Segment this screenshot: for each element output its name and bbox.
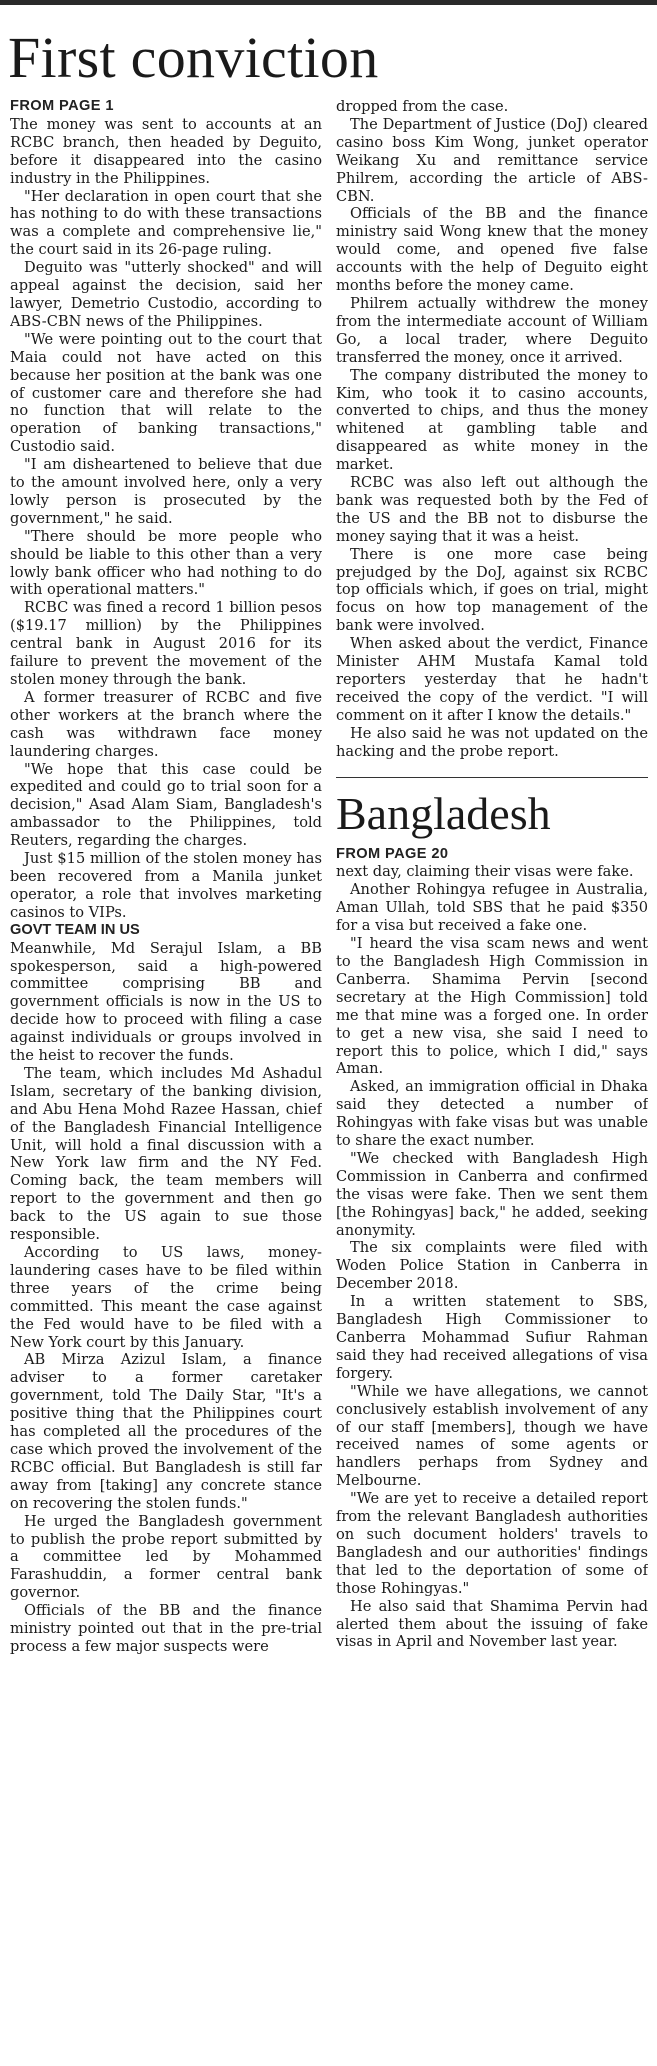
paragraph: He also said that Shamima Pervin had alerted them about the issuing of fake visas in April and November last year. [336, 1597, 648, 1651]
paragraph: Meanwhile, Md Serajul Islam, a BB spokesperson, said a high-powered committee comprising BB and government officials is now in the US to decide how to proceed with filing a case against individuals or groups involved in the heist to recover the funds. [10, 939, 322, 1065]
paragraph: Just $15 million of the stolen money has been recovered from a Manila junket operator, a role that involves marketing casinos to VIPs. [10, 850, 322, 921]
article-divider [336, 777, 648, 778]
paragraph: "Her declaration in open court that she has nothing to do with these transactions was a complete and comprehensive lie," the court said in its 26-page ruling. [10, 187, 322, 259]
paragraph: "We were pointing out to the court that Maia could not have acted on this because her position at the bank was one of customer care and therefore she had no function that will relate to the operation of banking transactions," Custodio said. [10, 330, 322, 456]
paragraph: Philrem actually withdrew the money from the intermediate account of William Go, a local trader, where Deguito transferred the money, once it arrived. [336, 294, 648, 366]
paragraph: A former treasurer of RCBC and five other workers at the branch where the cash was withdrawn face money laundering charges. [10, 688, 322, 760]
paragraph: "We hope that this case could be expedited and could go to trial soon for a decision," Asad Alam Siam, Bangladesh's ambassador to the Philippines, told Reuters, regarding the charges. [10, 760, 322, 850]
jump-from-label: FROM PAGE 1 [10, 98, 114, 114]
paragraph: RCBC was also left out although the bank was requested both by the Fed of the US and the BB not to disburse the money saying that it was a heist. [336, 474, 648, 545]
paragraph: dropped from the case. [336, 98, 509, 115]
article-headline: First conviction [8, 25, 379, 90]
right-column [336, 98, 648, 2062]
paragraph: "I heard the visa scam news and went to the Bangladesh High Commission in Canberra. Shamima Pervin [second secretary at the High Commission] told me that mine was a forged one. In order to get a new visa, she said I need to report this to police, which I did," says Aman. [336, 935, 648, 1078]
subheading: GOVT TEAM IN US [10, 921, 140, 938]
paragraph: According to US laws, money-laundering cases have to be filed within three years of the crime being committed. This meant the case against the Fed would have to be filed with a New York court by this January. [10, 1244, 322, 1351]
paragraph: He also said he was not updated on the hacking and the probe report. [336, 724, 648, 760]
paragraph: Another Rohingya refugee in Australia, Aman Ullah, told SBS that he paid $350 for a visa but received a fake one. [336, 881, 648, 935]
paragraph: The Department of Justice (DoJ) cleared casino boss Kim Wong, junket operator Weikang Xu and remittance service Philrem, according the article of ABS-CBN. [336, 115, 648, 205]
paragraph: Officials of the BB and the finance ministry pointed out that in the pre-trial process a few major suspects were [10, 1602, 322, 1655]
top-rule [0, 0, 657, 5]
paragraph: The company distributed the money to Kim, who took it to casino accounts, converted to chips, and thus the money whitened at gambling table and disappeared as white money in the market. [336, 366, 648, 474]
jump-from-label: FROM PAGE 20 [336, 845, 449, 862]
paragraph: "There should be more people who should be liable to this other than a very lowly bank officer who had nothing to do with operational matters." [10, 527, 322, 599]
paragraph: "While we have allegations, we cannot conclusively establish involvement of any of our staff [members], though we have received names of some agents or handlers perhaps from Sydney and Melbourne. [336, 1382, 648, 1490]
paragraph: There is one more case being prejudged by the DoJ, against six RCBC top officials which, if goes on trial, might focus on how top management of the bank were involved. [336, 545, 648, 635]
paragraph: "I am disheartened to believe that due to the amount involved here, only a very lowly person is prosecuted by the government," he said. [10, 456, 322, 527]
paragraph: In a written statement to SBS, Bangladesh High Commissioner to Canberra Mohammad Sufiur Rahman said they had received allegations of visa forgery. [336, 1293, 648, 1382]
paragraph: next day, claiming their visas were fake. [336, 863, 634, 881]
paragraph: Deguito was "utterly shocked" and will appeal against the decision, said her lawyer, Demetrio Custodio, according to ABS-CBN news of the Philippines. [10, 259, 322, 330]
paragraph: When asked about the verdict, Finance Minister AHM Mustafa Kamal told reporters yesterday that he hadn't received the copy of the verdict. "I will comment on it after I know the details." [336, 635, 648, 724]
paragraph: Officials of the BB and the finance ministry said Wong knew that the money would come, and opened five false accounts with the help of Deguito eight months before the money came. [336, 205, 648, 295]
paragraph: AB Mirza Azizul Islam, a finance adviser to a former caretaker government, told The Daily Star, "It's a positive thing that the Philippines court has completed all the procedures of the case which proved the involvement of the RCBC official. But Bangladesh is still far away from [taking] any concrete stance on recovering the stolen funds." [10, 1351, 322, 1512]
left-column [10, 98, 322, 2062]
paragraph: Asked, an immigration official in Dhaka said they detected a number of Rohingyas with fake visas but was unable to share the exact number. [336, 1078, 648, 1150]
second-article-headline: Bangladesh [336, 787, 551, 839]
paragraph: "We checked with Bangladesh High Commission in Canberra and confirmed the visas were fake. Then we sent them [the Rohingyas] back," he added, seeking anonymity. [336, 1149, 648, 1239]
paragraph: The six complaints were filed with Woden Police Station in Canberra in December 2018. [336, 1239, 648, 1293]
paragraph: RCBC was fined a record 1 billion pesos ($19.17 million) by the Philippines central bank in August 2016 for its failure to prevent the movement of the stolen money through the bank. [10, 599, 322, 688]
paragraph: He urged the Bangladesh government to publish the probe report submitted by a committee led by Mohammed Farashuddin, a former central bank governor. [10, 1512, 322, 1602]
paragraph: The team, which includes Md Ashadul Islam, secretary of the banking division, and Abu Hena Mohd Razee Hassan, chief of the Bangladesh Financial Intelligence Unit, will hold a final discussion with a New York law firm and the NY Fed. Coming back, the team members will report to the government and then go back to the US again to sue those responsible. [10, 1064, 322, 1244]
paragraph: The money was sent to accounts at an RCBC branch, then headed by Deguito, before it disappeared into the casino industry in the Philippines. [10, 115, 322, 187]
paragraph: "We are yet to receive a detailed report from the relevant Bangladesh authorities on such document holders' travels to Bangladesh and our authorities' findings that led to the deportation of some of those Rohingyas." [336, 1490, 648, 1597]
